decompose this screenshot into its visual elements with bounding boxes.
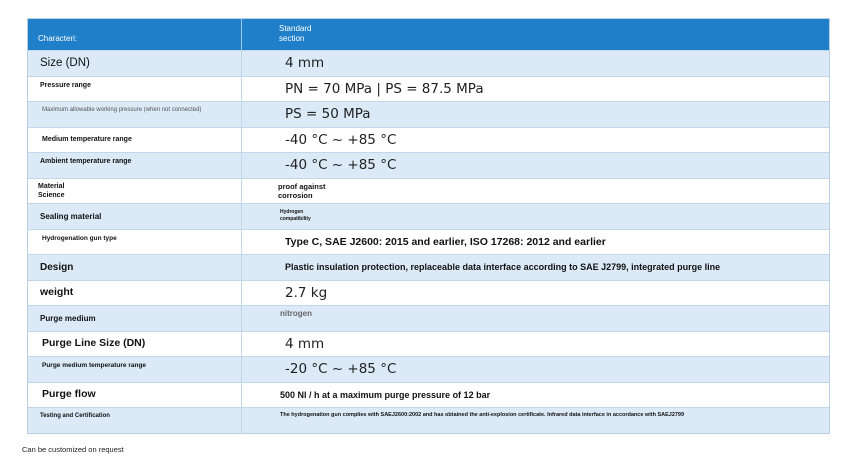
table-row xyxy=(28,280,829,306)
table-row xyxy=(28,356,829,382)
row-value: PS = 50 MPa xyxy=(285,106,371,123)
row-label: Size (DN) xyxy=(28,51,242,76)
row-value: Plastic insulation protection, replaceable data interface according to SAE J2799, integrated purge line xyxy=(285,262,721,273)
row-label: Ambient temperature range xyxy=(28,153,242,178)
row-label: Purge medium xyxy=(28,306,242,331)
table-row xyxy=(28,407,829,433)
table-row xyxy=(28,382,829,408)
row-value: 4 mm xyxy=(285,335,325,352)
row-label: Purge Line Size (DN) xyxy=(28,332,242,357)
table-row xyxy=(28,101,829,127)
row-value: 500 Nl / h at a maximum purge pressure of 12 bar xyxy=(280,389,491,400)
footnote: Can be customized on request xyxy=(22,445,124,454)
row-label: Hydrogenation gun type xyxy=(28,230,242,255)
row-label: Purge flow xyxy=(28,383,242,408)
row-value: proof against corrosion xyxy=(278,181,326,200)
row-label: Material Science xyxy=(28,179,242,204)
row-label: Sealing material xyxy=(28,204,242,229)
row-label: Testing and Certification xyxy=(28,408,242,433)
row-label: Medium temperature range xyxy=(28,128,242,153)
row-value: nitrogen xyxy=(280,309,312,318)
table-row xyxy=(28,50,829,76)
table-row xyxy=(28,76,829,102)
table-row xyxy=(28,203,829,229)
row-label: weight xyxy=(28,281,242,306)
table-header xyxy=(28,19,829,50)
row-label: Purge medium temperature range xyxy=(28,357,242,382)
row-value: Type C, SAE J2600: 2015 and earlier, ISO 17268: 2012 and earlier xyxy=(285,235,606,248)
table-row xyxy=(28,178,829,204)
table-row xyxy=(28,254,829,280)
row-value: PN = 70 MPa | PS = 87.5 MPa xyxy=(285,80,484,97)
row-label: Design xyxy=(28,255,242,280)
table-row xyxy=(28,127,829,153)
table-row xyxy=(28,152,829,178)
header-standard-section: Standard section xyxy=(279,24,312,43)
row-value: The hydrogenation gun complies with SAEJ2600:2002 and has obtained the anti-explosion certificate. Infrared data interface in accordance with SAEJ2799 xyxy=(280,412,685,418)
header-characteristic: Characteri: xyxy=(28,19,242,50)
row-value: Hydrogen compatibility xyxy=(280,209,311,223)
row-label: Maximum allowable working pressure (when not connected) xyxy=(28,102,242,127)
table-row xyxy=(28,229,829,255)
spec-table xyxy=(27,18,830,434)
row-value: -40 °C ~ +85 °C xyxy=(285,131,397,148)
row-label: Pressure range xyxy=(28,77,242,102)
table-row xyxy=(28,331,829,357)
table-row xyxy=(28,305,829,331)
row-value: 4 mm xyxy=(285,55,325,72)
row-value: -40 °C ~ +85 °C xyxy=(285,157,397,174)
row-value: 2.7 kg xyxy=(285,284,328,301)
row-value: -20 °C ~ +85 °C xyxy=(285,361,397,378)
